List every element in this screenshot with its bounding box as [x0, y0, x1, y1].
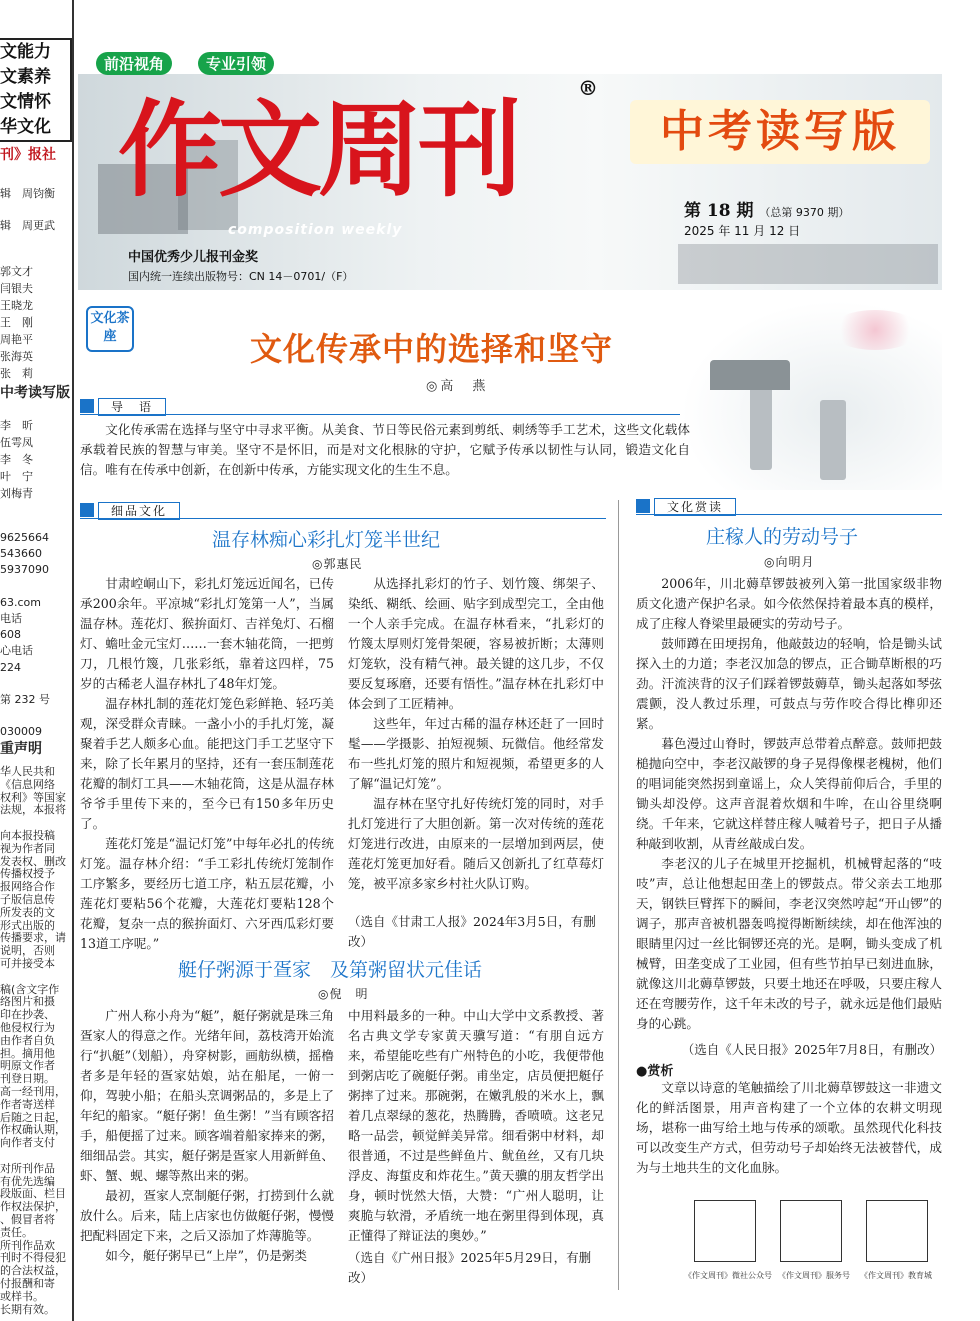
award-text: 中国优秀少儿报刊金奖: [128, 250, 259, 265]
motto-line: 文素养: [0, 67, 51, 87]
publisher-name: 刊》报社: [0, 147, 56, 163]
motto-box: [0, 38, 72, 142]
board-member: 张海英: [0, 350, 33, 363]
paragraph: 中用料最多的一种。中山大学中文系教授、著名古典文学专家黄天骥写道：“有朋自远方来，希望能吃些有广州特色的小吃，我便带他到粥店吃了碗艇仔粥。甫坐定，店员便把艇仔粥摔了过来。那碗粥，在嫩乳般的米水上，飘着几点翠绿的葱花，热腾腾，香喷喷。这老兄略一品尝，顿觉鲜美异常。细看粥中材料，却很普通，不过是些鲜鱼片、鱿鱼丝，又有几块浮皮、海蜇皮和炸花生。”黄天骥的朋友哲学出身，顿时恍然大悟，大赞：“广州人聪明，让爽脆与软滑，矛盾统一地在粥里得到体现，真正懂得了辩证法的奥妙。”: [348, 1008, 604, 1243]
notice-line: 传播要求，请: [0, 931, 66, 945]
notice-line: 传播权授予: [0, 867, 55, 881]
notice-line: 络图片和摄: [0, 995, 55, 1009]
issue-date: 2025 年 11 月 12 日: [684, 224, 801, 238]
notice-line: 作权确认期，: [0, 1123, 66, 1137]
edition-name: 中考读写版: [630, 100, 930, 164]
notice-line: 形式出版的: [0, 918, 55, 932]
main-author: ◎高 燕: [426, 379, 489, 394]
notice-line: 向本报投稿: [0, 829, 55, 842]
paragraph: 温存林扎制的莲花灯笼色彩鲜艳、轻巧美观，深受群众青睐。一盏小小的手扎灯笼，凝聚着手艺人颇多心血。能把这门手工艺坚守下来，除了长年累月的坚持，还有一套压制莲花花瓣的制灯工具——木轴花筒，这是从温存林爷爷手里传下来的，至今已有150多年历史了。: [80, 696, 334, 831]
notice-line: 的合法权益，: [0, 1264, 66, 1278]
board-member: 王 刚: [0, 316, 33, 329]
qr-caption: 《作文周刊》教育城: [860, 1271, 932, 1280]
edition-board-member: 李 昕: [0, 419, 33, 432]
article-lantern-title: 温存林痴心彩扎灯笼半世纪: [212, 529, 441, 551]
paragraph: 如今，艇仔粥早已“上岸”，仍是粥类: [105, 1248, 307, 1263]
paragraph: 李老汉的儿子在城里开挖掘机，机械臂起落的“吱吱”声，总让他想起田垄上的锣鼓点。带父亲去工地那天，钢铁巨臂挥下的瞬间，李老汉突然哼起“开山锣”的调子，那声音被机器轰鸣搅得断断续续，却在他浑浊的眼睛里闪过一丝比铜锣还亮的光。是啊，锄头变成了机械臂，田垄变成了工业园，但有些节拍早已刻进血脉，就像这川北薅草锣鼓，只要土地还在呼吸，只要庄稼人还在弯腰劳作，这千年未改的号子，就永远是他们最贴身的心跳。: [636, 856, 942, 1031]
board-member: 郭文才: [0, 265, 33, 278]
paragraph: 2006年，川北薅草锣鼓被列入第一批国家级非物质文化遗产保护名录。如今依然保持着最本真的模样，成了庄稼人脊梁里最硬实的劳动号子。: [636, 576, 942, 631]
notice-line: 明原文作者: [0, 1059, 55, 1073]
intro-label: 导 语: [98, 398, 166, 416]
paragraph: 温存林在坚守扎好传统灯笼的同时，对手扎灯笼进行了大胆创新。第一次对传统的莲花灯笼进行改进，由原来的一层增加到两层，使莲花灯笼更加好看。随后又创新扎了红草莓灯笼，被平凉多家乡村社火队订购。: [348, 796, 604, 891]
notice-line: 权利》等国家: [0, 790, 66, 804]
contact-line: 心电话: [0, 644, 33, 658]
paragraph: 鼓师蹲在田埂拐角，他敲鼓边的轻响，恰是锄头试探入土的力道；李老汉加急的锣点，正合锄草断根的巧劲。汗流浃背的汉子们踩着锣鼓薅草，锄头起落如琴弦震颤，没人教过乐理，可鼓点与劳作咬合得比榫卯还紧。: [636, 636, 942, 731]
shangxi-section-label: [636, 498, 942, 514]
column-badge-label: 文化茶座: [90, 311, 130, 344]
newspaper-title: 作文周刊: [118, 88, 519, 211]
notice-line: 对所刊作品: [0, 1161, 55, 1175]
article-lantern-col1: [80, 574, 334, 954]
analysis-heading: ●赏析: [636, 1064, 674, 1079]
notice-line: 发表权、删改: [0, 854, 66, 868]
issue-total: （总第 9370 期）: [759, 206, 850, 219]
article-labor-title: 庄稼人的劳动号子: [706, 526, 859, 548]
left-info-strip: [0, 0, 74, 1321]
analysis-paragraph: 文章以诗意的笔触描绘了川北薅草锣鼓这一非遗文化的鲜活图景，用声音构建了一个立体的农耕文明现场，堪称一曲写给土地与传承的颂歌。虽然现代化科技可以改变生产方式，但劳动号子却始终无法被替代，成为与土地共生的文化血脉。: [636, 1080, 942, 1175]
board-member: 周艳平: [0, 333, 33, 346]
paragraph: 甘肃崆峒山下，彩扎灯笼远近闻名，已传承200余年。平凉城“彩扎灯笼第一人”，当属温存林。莲花灯、猴拚面灯、吉祥兔灯、石榴灯、蟾吐金元宝灯……一套木轴花筒，一把剪刀，几根竹篾，几张彩纸，靠着这四样，75岁的古稀老人温存林扎了48年灯笼。: [80, 576, 334, 691]
article-labor-author: ◎向明月: [764, 555, 815, 569]
edition-board-member: 刘梅青: [0, 487, 33, 500]
qr-caption: 《作文周刊》微社公众号: [684, 1271, 772, 1280]
slogan-badge: 前沿视角: [96, 52, 172, 75]
registered-mark: ®: [578, 76, 598, 100]
intro-paragraph: 文化传承需在选择与坚守中寻求平衡。从美食、节日等民俗元素到剪纸、刺绣等手工艺术，这些文化载体承载着民族的智慧与审美。坚守不是怀旧，而是对文化根脉的守护，它赋予传承以韧性与认同，锻造文化自信。唯有在传承中创新，在创新中传承，方能实现文化的生生不息。: [80, 422, 690, 477]
edition-board-member: 叶 宁: [0, 470, 33, 483]
qr-code-icon[interactable]: [780, 1200, 842, 1262]
notice-line: 付报酬和寄: [0, 1277, 55, 1290]
edition-board-member: 伍雩凤: [0, 436, 33, 449]
intro-section-label: [80, 398, 680, 414]
notice-line: 可并接受本: [0, 957, 55, 970]
shangxi-label: 文化赏读: [654, 498, 736, 516]
notice-line: 刊登日期。: [0, 1072, 55, 1086]
notice-line: 报网络合作: [0, 880, 55, 894]
qr-code-panel: [680, 1196, 942, 1286]
article-lantern-author: ◎郭惠民: [312, 557, 363, 571]
notice-line: 印在抄袭、: [0, 1008, 55, 1022]
article-lantern-source: （选自《甘肃工人报》2024年3月5日，有删改）: [348, 914, 596, 949]
contact-line: 224: [0, 660, 21, 674]
newspaper-subtitle: composition weekly: [228, 222, 403, 238]
motto-line: 文情怀: [0, 92, 51, 112]
article-porridge-source: （选自《广州日报》2025年5月29日，有删改）: [348, 1250, 592, 1285]
cn-number: 国内统一连续出版物号：CN 14－0701/（F）: [128, 270, 354, 283]
paragraph: 广州人称小舟为“艇”，艇仔粥就是珠三角疍家人的得意之作。光绪年间，荔枝湾开始流行“扒艇”（划船），舟穿树影，画舫纵横，摇橹者多是年轻的疍家姑娘，站在船尾，一俯一仰，驾驶小船；在船头烹调粥品的，多是上了年纪的船家。“艇仔粥！鱼生粥！”当有顾客招手，船便摇了过来。顾客端着船家捧来的粥，细细品尝。其实，艇仔粥是疍家人用新鲜鱼、虾、蟹、蚬、螺等熬出来的粥。: [80, 1008, 334, 1183]
contact-line: 电话: [0, 612, 22, 625]
notice-line: 他侵权行为: [0, 1021, 55, 1034]
notice-line: 段版面、栏目: [0, 1187, 66, 1201]
intro-text: [80, 420, 690, 480]
notice-line: 法规，本报将: [0, 803, 66, 817]
paragraph: 这些年，年过古稀的温存林还赶了一回时髦——学摄影、拍短视频、玩微信。他经常发布一些扎灯笼的照片和短视频，希望更多的人了解“温记灯笼”。: [348, 716, 604, 791]
edition-board-title: 中考读写版: [0, 385, 70, 401]
notice-title: 重声明: [0, 741, 42, 757]
contact-line: 543660: [0, 547, 42, 561]
article-porridge-col1: [80, 1006, 334, 1266]
notice-line: 子版信息传: [0, 893, 55, 906]
staff-role: 辑 周钧衡: [0, 187, 55, 200]
notice-line: 所发表的文: [0, 905, 55, 919]
notice-line: 向作者支付: [0, 1136, 55, 1150]
pagoda-illustration: [680, 300, 942, 490]
paragraph: 暮色漫过山脊时，锣鼓声总带着点醉意。鼓师把鼓槌抛向空中，李老汉敲锣的身子晃得像棵老槐树，他们的唱词能突然拐到童谣上，众人笑得前仰后合，手里的锄头却没停。这声音混着炊烟和牛哞，在山谷里绕啊绕。千年来，它就这样替庄稼人喊着号子，把日子从播种敲到收割，从青丝敲成白发。: [636, 736, 942, 851]
notice-line: 或样书。: [0, 1289, 44, 1303]
notice-line: 高一经刊用，: [0, 1085, 66, 1098]
contact-line: 9625664: [0, 531, 49, 544]
notice-line: 稿(含文字作: [0, 982, 60, 996]
contact-line: 608: [0, 628, 21, 642]
article-labor-body: [636, 574, 942, 1034]
slogan-badge: 专业引领: [198, 52, 274, 75]
masthead: [78, 44, 942, 290]
paragraph: 从选择扎彩灯的竹子、划竹篾、绑架子、染纸、糊纸、绘画、贴字到成型完工，全由他一个人亲手完成。在温存林看来，“扎彩灯的竹篾太厚则灯笼骨架硬，容易被折断；太薄则灯笼软，没有精气神。最关键的这几步，不仅要反复琢磨，还要有悟性。”温存林在扎彩灯中体会到了工匠精神。: [348, 576, 604, 711]
notice-line: 《信息网络: [0, 777, 55, 791]
column-divider: [618, 500, 619, 1290]
board-member: 闫银夫: [0, 282, 33, 295]
article-porridge-title: 艇仔粥源于疍家 及第粥留状元佳话: [178, 959, 483, 981]
article-labor-source: （选自《人民日报》2025年7月8日，有删改）: [681, 1042, 942, 1057]
motto-line: 文能力: [0, 42, 51, 62]
edition-board-member: 李 冬: [0, 453, 33, 466]
board-member: 王晓龙: [0, 299, 33, 312]
notice-line: 说明，否则: [0, 944, 55, 958]
staff-role: 辑 周更武: [0, 219, 55, 232]
notice-line: 、假冒者将: [0, 1213, 55, 1226]
notice-line: 长期有效。: [0, 1302, 55, 1316]
notice-line: 担。摘用他: [0, 1046, 55, 1060]
xipin-label: 细品文化: [98, 502, 180, 520]
notice-line: 作权法保护，: [0, 1200, 66, 1214]
article-lantern-col2: [348, 574, 604, 894]
motto-line: 华文化: [0, 117, 51, 137]
notice-line: 责任。: [0, 1225, 33, 1239]
paragraph: 最初，疍家人烹制艇仔粥，打捞到什么就放什么。后来，陆上店家也仿做艇仔粥，慢慢把配料固定下来，之后又添加了炸薄脆等。: [80, 1188, 334, 1243]
analysis-text: [636, 1078, 942, 1178]
notice-line: 由作者自负: [0, 1033, 55, 1047]
notice-line: 刊时不得侵犯: [0, 1251, 66, 1265]
notice-line: 视为作者同: [0, 841, 55, 855]
article-porridge-author: ◎倪 明: [318, 987, 369, 1001]
notice-line: 所刊作品欢: [0, 1238, 55, 1252]
column-badge: [86, 306, 134, 352]
contact-line: 第 232 号: [0, 693, 50, 706]
paragraph: 莲花灯笼是“温记灯笼”中每年必扎的传统灯笼。温存林介绍：“手工彩扎传统灯笼制作工序繁多，要经历七道工序，粘五层花瓣，小莲花灯要粘56个花瓣，大莲花灯要粘128个花瓣，复杂一点的猴拚面灯、六牙西瓜彩灯要13道工序呢。”: [80, 836, 334, 951]
qr-code-icon[interactable]: [866, 1200, 928, 1262]
notice-line: 有优先选编: [0, 1174, 55, 1188]
issue-number: [684, 196, 849, 221]
qr-caption: 《作文周刊》服务号: [778, 1271, 850, 1280]
notice-line: 后随之日起，: [0, 1110, 66, 1124]
contact-line: 63.com: [0, 595, 41, 609]
notice-line: 华人民共和: [0, 765, 55, 778]
qr-code-icon[interactable]: [694, 1200, 756, 1262]
contact-line: 030009: [0, 725, 42, 739]
xipin-section-label: [80, 502, 606, 518]
article-porridge-col2: [348, 1006, 604, 1246]
main-title: 文化传承中的选择和坚守: [250, 330, 614, 368]
notice-line: 作者寄送样: [0, 1097, 55, 1111]
contact-line: 5937090: [0, 563, 49, 577]
board-member: 张 莉: [0, 367, 33, 380]
issue-label: 第 18 期: [684, 201, 754, 221]
